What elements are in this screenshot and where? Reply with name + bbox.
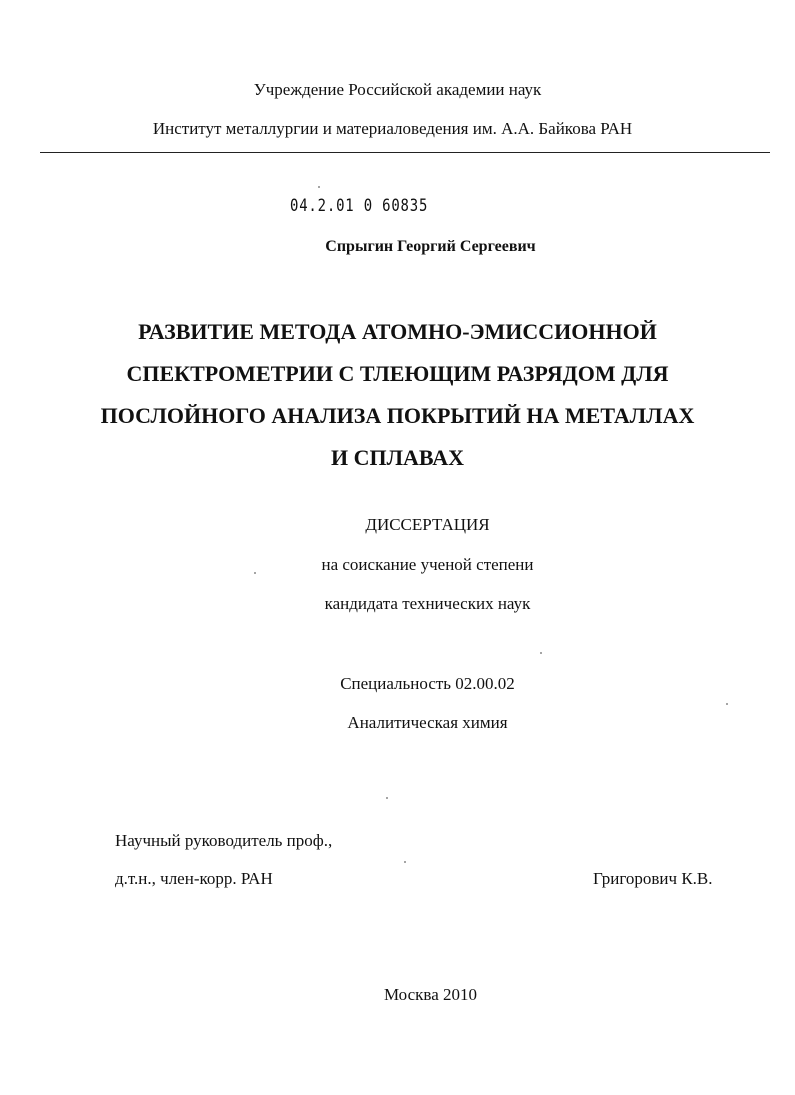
scan-speck	[254, 572, 256, 574]
title-line-1: РАЗВИТИЕ МЕТОДА АТОМНО-ЭМИССИОННОЙ	[138, 319, 657, 344]
institution-line-1: Учреждение Российской академии наук	[253, 80, 542, 99]
supervisor-role-line-1: Научный руководитель проф.,	[115, 831, 333, 850]
author-name: Спрыгин Георгий Сергеевич	[325, 238, 536, 255]
scan-speck	[386, 797, 388, 799]
specialty-code: Специальность 02.00.02	[340, 674, 515, 693]
degree-line-2: кандидата технических наук	[324, 594, 531, 613]
supervisor-role-line-2: д.т.н., член-корр. РАН	[115, 869, 273, 888]
header-divider	[40, 152, 770, 153]
title-line-2: СПЕКТРОМЕТРИИ С ТЛЕЮЩИМ РАЗРЯДОМ ДЛЯ	[126, 361, 669, 386]
degree-line-1: на соискание ученой степени	[321, 555, 534, 574]
supervisor-name: Григорович К.В.	[593, 869, 713, 888]
title-line-4: И СПЛАВАХ	[331, 445, 464, 470]
dissertation-title	[0, 311, 795, 479]
scan-speck	[318, 186, 320, 188]
scan-speck	[726, 703, 728, 705]
city-year: Москва 2010	[383, 985, 478, 1004]
scan-speck	[404, 861, 406, 863]
title-line-3: ПОСЛОЙНОГО АНАЛИЗА ПОКРЫТИЙ НА МЕТАЛЛАХ	[100, 403, 695, 428]
document-type: ДИССЕРТАЦИЯ	[365, 515, 490, 534]
specialty-name: Аналитическая химия	[347, 713, 508, 732]
scan-speck	[540, 652, 542, 654]
institution-line-2: Институт металлургии и материаловедения им. А.А. Байкова РАН	[152, 119, 633, 138]
registration-stamp: 04.2.01 0 60835	[290, 196, 429, 216]
